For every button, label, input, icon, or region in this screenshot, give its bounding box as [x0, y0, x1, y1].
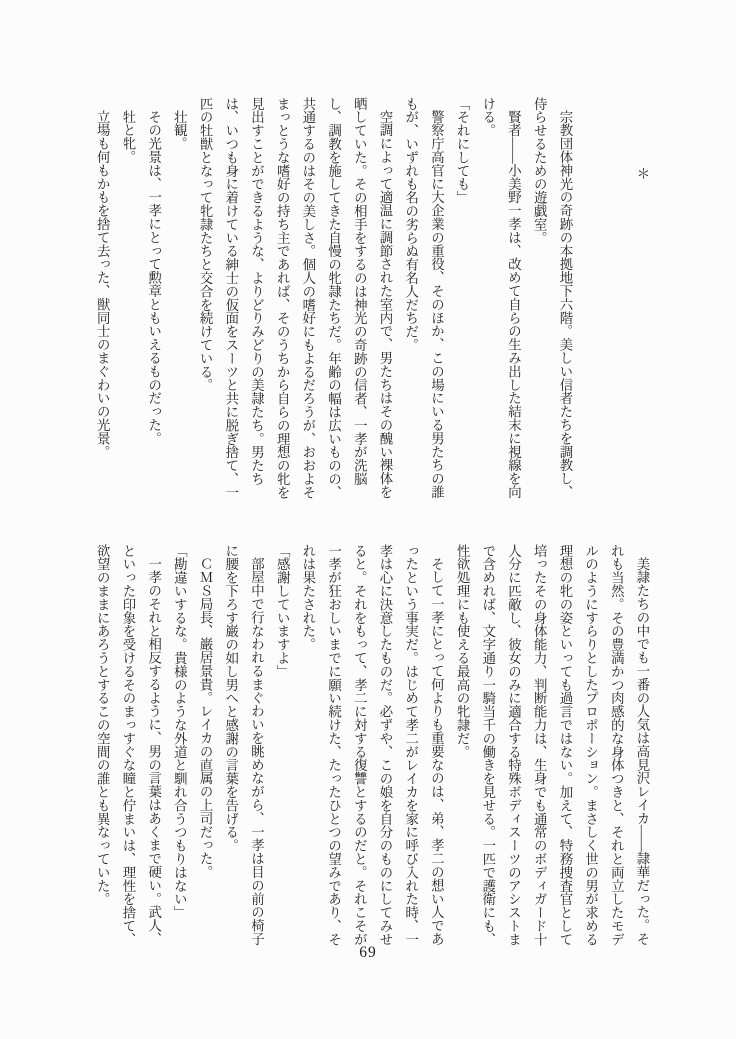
text-line: 賢者――小美野一孝は、改めて自らの生み出した結末に視線を向 — [506, 110, 522, 499]
text-line: で含めれば、文字通り一騎当千の働きを見せる。一匹で護衛にも、 — [480, 544, 496, 946]
text-line: 培ったその身体能力、判断能力は、生身でも通常のボディガード十 — [532, 544, 548, 946]
text-line: 一孝が狂おしいまでに願い続けた、たったひとつの望みであり、そ — [326, 544, 342, 946]
text-line: に腰を下ろす巌の如し男へと感謝の言葉を告げる。 — [223, 544, 239, 853]
text-line: 人分に匹敵し、彼女のみに適合する特殊ボディスーツのアシストま — [506, 544, 522, 946]
text-line: 警察庁高官に大企業の重役、そのほか、この場にいる男たちの誰 — [429, 110, 445, 499]
top-text-band — [89, 97, 655, 501]
text-line: 立場も何もかもを捨て去った、獣同士のまぐわいの光景。 — [95, 110, 111, 459]
text-line: は、いつも身に着けている紳士の仮面をスーツと共に脱ぎ捨て、一 — [223, 97, 239, 499]
text-line: その光景は、一孝にとって勲章ともいえるものだった。 — [146, 110, 162, 446]
text-line: 匹の牡獣となって牝隷たちと交合を続けている。 — [198, 97, 214, 392]
text-line: 理想の牝の姿といっても過言ではない。加えて、特務捜査官として — [557, 544, 573, 946]
text-line: 空調によって適温に調節された室内で、男たちはその醜い裸体を — [377, 110, 393, 499]
text-line: 「それにしても」 — [455, 97, 471, 205]
text-line: まっとうな嗜好の持ち主であれば、そのうちから自らの理想の牝を — [275, 97, 291, 499]
text-line: 牡と牝。 — [120, 110, 136, 164]
text-line: 侍らせるための遊戯室。 — [532, 97, 548, 245]
text-line: ると。それをもって、孝二に対する復讐とするのだと。それこそが — [352, 544, 368, 946]
section-separator: ＊ — [635, 167, 650, 181]
text-line: し、調教を施してきた自慢の牝隷たちだ。年齢の幅は広いものの、 — [326, 97, 342, 499]
text-line: 宗教団体神光の奇跡の本拠地下六階。美しい信者たちを調教し、 — [557, 110, 573, 499]
text-line: 部屋中で行なわれるまぐわいを眺めながら、一孝は目の前の椅子 — [249, 557, 265, 946]
text-line: 壮観。 — [172, 110, 188, 151]
text-line: 「勘違いするな。貴様のような外道と馴れ合うつもりはない」 — [172, 544, 188, 920]
text-line: ったという事実だ。はじめて孝二がレイカを家に呼び入れた時、一 — [403, 544, 419, 946]
text-line: 見出すことができるような、よりどりみどりの美隷たち。男たち — [249, 97, 265, 486]
bottom-text-band — [89, 544, 655, 948]
text-line: れも当然。その豊満かつ肉感的な身体つきと、それと両立したモデ — [609, 544, 625, 946]
text-line: 共通するのはその美しさ。個人の嗜好にもよるだろうが、おおよそ — [300, 97, 316, 499]
text-line: 美隷たちの中でも一番の人気は高見沢レイカ――隷華だった。そ — [635, 557, 650, 946]
text-line: れは果たされた。 — [300, 544, 316, 652]
text-line: そして一孝にとって何よりも重要なのは、弟、孝二の想い人であ — [429, 557, 445, 946]
text-line: 晒していた。その相手をするのは神光の奇跡の信者、一孝が洗脳 — [352, 97, 368, 486]
text-line: 孝は心に決意したものだ。必ずや、この娘を自分のものにしてみせ — [377, 544, 393, 946]
text-line: ＣＭＳ局長、巌居景貴。レイカの直属の上司だった。 — [198, 557, 214, 879]
text-line: 一孝のそれと相反するように、男の言葉はあくまで硬い。武人、 — [146, 557, 162, 946]
text-line: ける。 — [480, 97, 496, 138]
text-line: 性欲処理にも使える最高の牝隷だ。 — [455, 544, 471, 759]
page-number: 69 — [359, 944, 377, 961]
text-line: ルのようにすらりとしたプロポーション。まさしく世の男が求める — [583, 544, 599, 946]
text-line: もが、いずれも名の劣らぬ有名人だちだ。 — [403, 97, 419, 352]
text-line: 「感謝していますよ」 — [275, 544, 291, 678]
text-line: といった印象を受けるそのまっすぐな瞳と佇まいは、理性を捨て、 — [120, 544, 136, 946]
text-line: 欲望のままにあろうとするこの空間の誰とも異なっていた。 — [95, 544, 111, 906]
